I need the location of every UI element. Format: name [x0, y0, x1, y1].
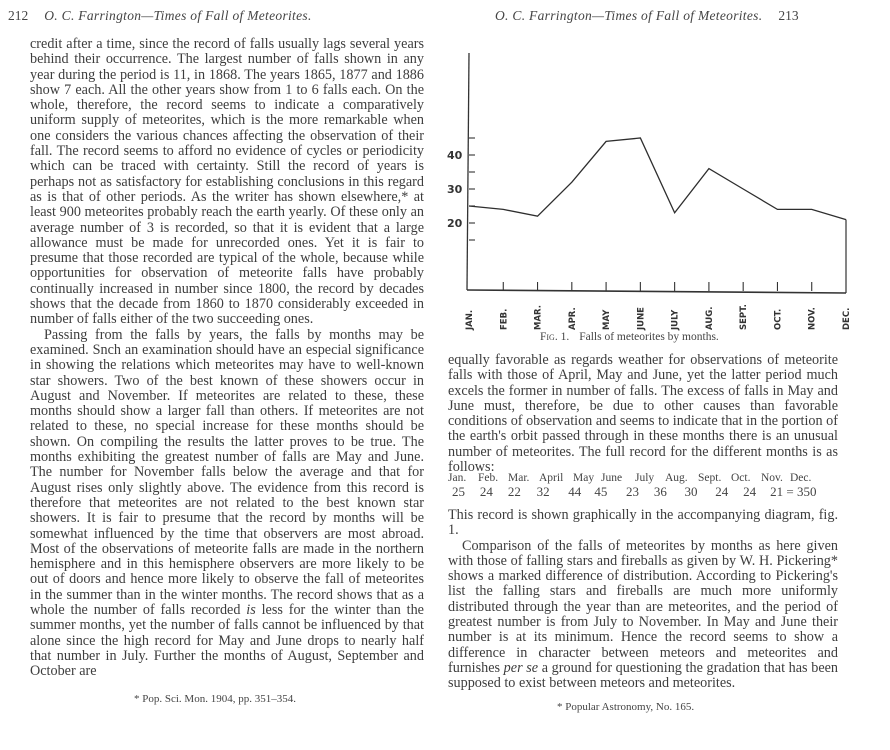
page-number: 212: [8, 8, 29, 23]
x-tick-label: DEC.: [842, 307, 852, 330]
month-name: Feb.: [478, 472, 499, 484]
emphasis: is: [246, 601, 256, 618]
x-tick-label: FEB.: [499, 308, 510, 330]
x-tick-label: JULY: [670, 309, 681, 330]
x-tick-label: APR.: [567, 307, 578, 330]
paragraph: Comparison of the falls of meteorites by months as here given with those of falling stars and fireballs as given by W. H. Pickering* shows a marked difference of distribution. According to Pickering's list the falling stars and fireballs are much more uniformly distributed through the year than are meteorites, and the period of greatest number is from July to November. In May and June their number is at its minimum. Hence the record seems to show a difference in character between meteors and meteorites and furnishes per se a ground for questioning the gradation that has been supposed to exist between meteors and meteorites.: [448, 537, 839, 692]
x-tick-label: AUG.: [704, 306, 715, 330]
month-value: 23: [625, 484, 639, 499]
running-title: O. C. Farrington—Times of Fall of Meteorites.: [44, 8, 312, 23]
figure-caption-text: Falls of meteorites by months.: [579, 331, 719, 343]
body-text-right-continued: [448, 508, 838, 692]
x-tick-label: JAN.: [465, 309, 475, 330]
month-name: Mar.: [508, 472, 530, 484]
paragraph: equally favorable as regards weather for observations of meteorite falls with those of April, May and June, yet the latter period much excels the former in number of falls. The excess of falls in May and June must, therefore, be due to other causes than favorable conditions of observation and seems to indicate that in the portion of the earth's orbit passed through in these months there is an unusual number of meteorites. The full record for the different months is as follows:: [448, 352, 838, 476]
month-value: 24: [479, 484, 493, 499]
running-head-left: [8, 8, 312, 24]
x-axis: [467, 290, 846, 293]
month-value: 45: [594, 484, 608, 499]
month-values-row: [448, 484, 840, 500]
month-name: April: [539, 472, 564, 484]
emphasis: per se: [503, 659, 539, 676]
running-title: O. C. Farrington—Times of Fall of Meteorites.: [495, 8, 763, 23]
paragraph: credit after a time, since the record of falls usually lags several years behind their occurrence. The largest number of falls shown in any year during the period is 11, in 1868. The years 1865, 1877 and 1886 show 7 each. All the other years show from 1 to 6 falls each. On the whole, therefore, the record seems to indicate a comparatively uniform supply of meteorites, which is the more remarkable when one considers the various chances affecting the observation of their fall. The record seems to afford no evidence of cycles or periodicity which can be traced with certainty. Still the record of years is perhaps not as satisfactory for establishing conclusions in this regard as is that of other periods. As the writer has shown elsewhere,* at least 900 meteorites probably reach the earth yearly. Of these only an average number of 3 is recorded, so that it is evident that a large allowance must be made for unrecorded ones. Yet it is fair to presume that those recorded are typical of the whole, because while opportunities for observation of meteorite falls have probably continually increased in number since 1800, the record by decades shows that the decade from 1860 to 1870 considerably exceeded in number of falls either of the two succeeding ones.: [30, 36, 424, 328]
line-chart: [445, 40, 890, 330]
month-names-row: [448, 472, 840, 484]
month-name: Oct.: [731, 472, 751, 484]
body-text-right: [448, 353, 838, 475]
body-text-left: [30, 37, 424, 679]
x-tick-label: MAY: [602, 309, 613, 330]
month-value: 22: [507, 484, 521, 499]
month-value: 32: [536, 484, 550, 499]
month-value: 44: [568, 484, 582, 499]
paragraph: Passing from the falls by years, the falls by months may be examined. Snch an examination should have an especial significance in showing the relations which meteorites may have to well-known star showers. Two of the best known of these showers occur in August and November. If meteorites are related to these, these months should show a larger fall than others. If meteorites are not related to these, no special increase for these months should be shown. On compiling the results the latter proves to be true. The months exhibiting the greatest number of falls are May and June. The number for November falls below the average and that for August rises only slightly above. The evidence from this record is therefore that meteorites are not related to the best known star showers. It is fair to presume that the record by months will be somewhat influenced by the time that observers are most abroad. Most of the observations of meteorite falls are made in the northern hemisphere and in this hemisphere observers are more likely to be out of doors and hence more likely to observe the fall of meteorites in the summer than in the winter months. The record shows that as a whole the number of falls recorded is less for the winter than the summer months, yet the number of falls cannot be influenced by that alone since the high record for May and June drops to nearly half that number in July. Further the months of August, September and October are: [30, 326, 424, 680]
data-line: [469, 138, 846, 220]
footnote: * Pop. Sci. Mon. 1904, pp. 351–354.: [134, 693, 296, 705]
y-tick-label: 40: [447, 149, 463, 162]
right-page: [445, 0, 890, 750]
y-axis: [467, 53, 469, 290]
month-name: June: [601, 472, 623, 484]
running-head-right: [495, 8, 799, 24]
x-tick-label: SEPT.: [739, 304, 750, 330]
month-value: 30: [684, 484, 698, 499]
x-tick-label: MAR.: [533, 305, 544, 330]
footnote: * Popular Astronomy, No. 165.: [557, 701, 695, 713]
month-value: 21 = 350: [770, 484, 817, 499]
x-tick-label: OCT.: [773, 308, 784, 330]
paragraph: This record is shown graphically in the accompanying diagram, fig. 1.: [448, 507, 838, 539]
month-value: 24: [715, 484, 729, 499]
month-name: Jan.: [448, 472, 467, 484]
month-value: 25: [452, 484, 465, 499]
x-tick-label: JUNE: [636, 307, 647, 330]
figure-line-chart: [445, 40, 890, 330]
y-tick-label: 20: [447, 217, 463, 230]
month-value: 36: [653, 484, 667, 499]
month-name: Sept.: [698, 472, 722, 484]
month-name: July: [635, 472, 655, 484]
y-tick-label: 30: [447, 183, 463, 196]
month-name: May: [573, 472, 595, 484]
figure-caption: [540, 331, 719, 343]
x-tick-label: NOV.: [807, 307, 818, 330]
month-record-table: [448, 472, 840, 500]
month-value: 24: [743, 484, 757, 499]
page-number: 213: [778, 8, 799, 23]
month-name: Aug.: [665, 472, 688, 484]
month-name: Dec.: [790, 472, 812, 484]
figure-label: Fig. 1.: [540, 331, 570, 343]
month-name: Nov.: [761, 472, 783, 484]
